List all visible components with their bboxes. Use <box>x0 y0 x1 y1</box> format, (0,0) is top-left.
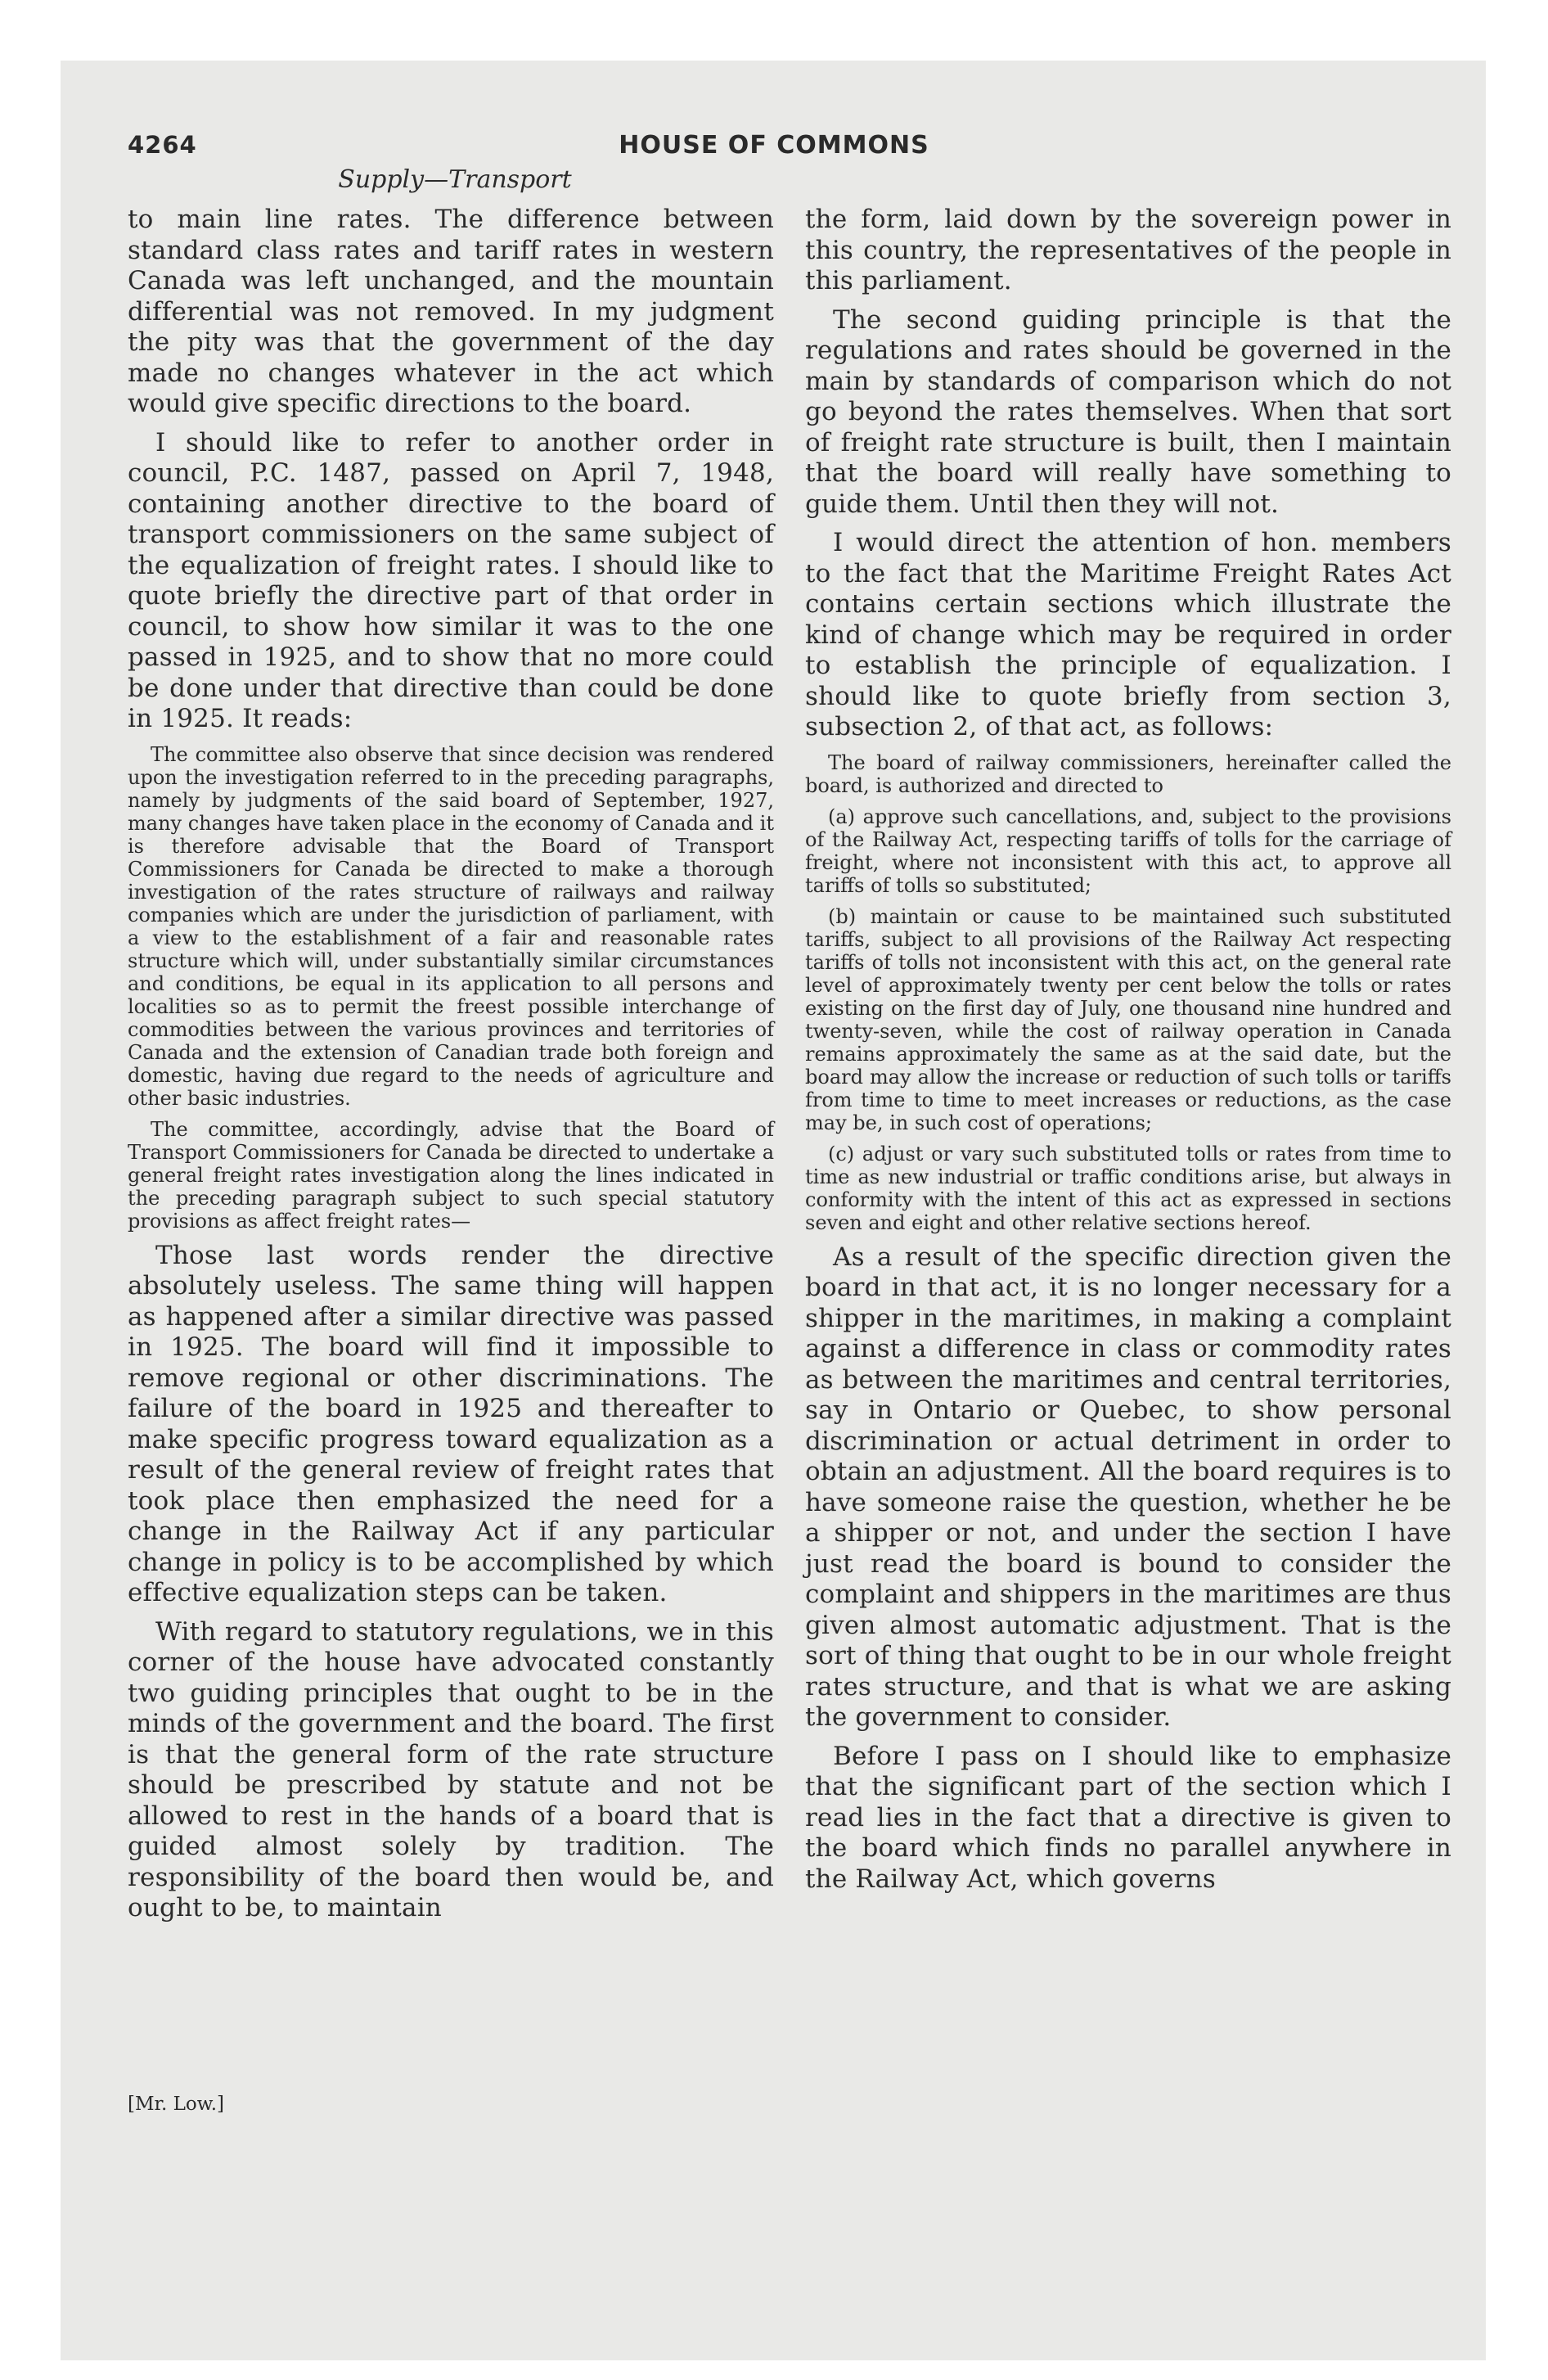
paragraph: I should like to refer to another order in council, P.C. 1487, passed on April 7, 1948, containing another directive to the board of transport commissioners on the same subject of the equalization of freight rates. I should like to quote briefly the directive part of that order in council, to show how similar it was to the one passed in 1925, and to show that no more could be done under that directive than could be done in 1925. It reads: <box>128 427 774 733</box>
block-quote: The committee also observe that since decision was rendered upon the investigation referred to in the preceding paragraphs, namely by judgments of the said board of September, 1927, many changes have taken place in the economy of Canada and it is therefore advisable that the Board of Transport Commissioners for Canada be directed to make a thorough investigation of the rates structure of railways and railway companies which are under the jurisdiction of parliament, with a view to the establishment of a fair and reasonable rates structure which will, under substantially similar circumstances and conditions, be equal in its application to all persons and localities so as to permit the freest possible interchange of commodities between the various provinces and territories of Canada and the extension of Canadian trade both foreign and domestic, having due regard to the needs of agriculture and other basic industries. <box>128 742 774 1110</box>
left-column <box>128 205 774 1932</box>
paragraph: the form, laid down by the sovereign power in this country, the representatives of the people in this parliament. <box>805 205 1451 295</box>
paragraph: As a result of the specific direction given the board in that act, it is no longer necessary for a shipper in the maritimes, in making a complaint against a difference in class or commodity rates as between the maritimes and central territories, say in Ontario or Quebec, to show personal discrimination or actual detriment in order to obtain an adjustment. All the board requires is to have someone raise the question, whether he be a shipper or not, and under the section I have just read the board is bound to consider the complaint and shippers in the maritimes are thus given almost automatic adjustment. That is the sort of thing that ought to be in our whole freight rates structure, and that is what we are asking the government to consider. <box>805 1242 1452 1732</box>
block-quote: The committee, accordingly, advise that the Board of Transport Commissioners for Canada be directed to undertake a general freight rates investigation along the lines indicated in the preceding paragraph subject to such special statutory provisions as affect freight rates— <box>128 1117 774 1233</box>
block-quote: The board of railway commissioners, hereinafter called the board, is authorized and directed to <box>805 751 1451 797</box>
block-quote: (c) adjust or vary such substituted tolls or rates from time to time as new industrial or traffic conditions arise, but always in conformity with the intent of this act as expressed in sections seven and eight and other relative sections hereof. <box>805 1142 1451 1234</box>
paragraph: The second guiding principle is that the regulations and rates should be governed in the main by standards of comparison which do not go beyond the rates themselves. When that sort of freight rate structure is built, then I maintain that the board will really have something to guide them. Until then they will not. <box>805 304 1451 519</box>
paragraph: Before I pass on I should like to emphasize that the significant part of the section which I read lies in the fact that a directive is given to the board which finds no parallel anywhere in the Railway Act, which governs <box>805 1741 1451 1894</box>
paragraph: With regard to statutory regulations, we in this corner of the house have advocated constantly two guiding principles that ought to be in the minds of the government and the board. The first is that the general form of the rate structure should be prescribed by statute and not be allowed to rest in the hands of a board that is guided almost solely by tradition. The responsibility of the board then would be, and ought to be, to maintain <box>128 1616 774 1922</box>
speaker-attribution: [Mr. Low.] <box>128 2094 224 2115</box>
paragraph: to main line rates. The difference between standard class rates and tariff rates in western Canada was left unchanged, and the mountain differential was not removed. In my judgment the pity was that the government of the day made no changes whatever in the act which would give specific directions to the board. <box>128 205 774 418</box>
journal-title: HOUSE OF COMMONS <box>619 131 929 160</box>
block-quote: (a) approve such cancellations, and, subject to the provisions of the Railway Act, respecting tariffs of tolls for the carriage of freight, where not inconsistent with this act, to approve all tariffs of tolls so substituted; <box>805 805 1451 897</box>
section-heading: Supply—Transport <box>338 165 572 194</box>
page-number: 4264 <box>128 131 197 159</box>
right-column <box>805 205 1451 1903</box>
paragraph: Those last words render the directive absolutely useless. The same thing will happen as happened after a similar directive was passed in 1925. The board will find it impossible to remove regional or other discriminations. The failure of the board in 1925 and thereafter to make specific progress toward equalization as a result of the general review of freight rates that took place then emphasized the need for a change in the Railway Act if any particular change in policy is to be accomplished by which effective equalization steps can be taken. <box>128 1240 774 1607</box>
paragraph: I would direct the attention of hon. members to the fact that the Maritime Freight Rates Act contains certain sections which illustrate the kind of change which may be required in order to establish the principle of equalization. I should like to quote briefly from section 3, subsection 2, of that act, as follows: <box>805 528 1451 741</box>
block-quote: (b) maintain or cause to be maintained such substituted tariffs, subject to all provisions of the Railway Act respecting tariffs of tolls not inconsistent with this act, on the general rate level of approximately twenty per cent below the tolls or rates existing on the first day of July, one thousand nine hundred and twenty-seven, while the cost of railway operation in Canada remains approximately the same as at the said date, but the board may allow the increase or reduction of such tolls or tariffs from time to time to meet increases or reductions, as the case may be, in such cost of operations; <box>805 904 1451 1134</box>
